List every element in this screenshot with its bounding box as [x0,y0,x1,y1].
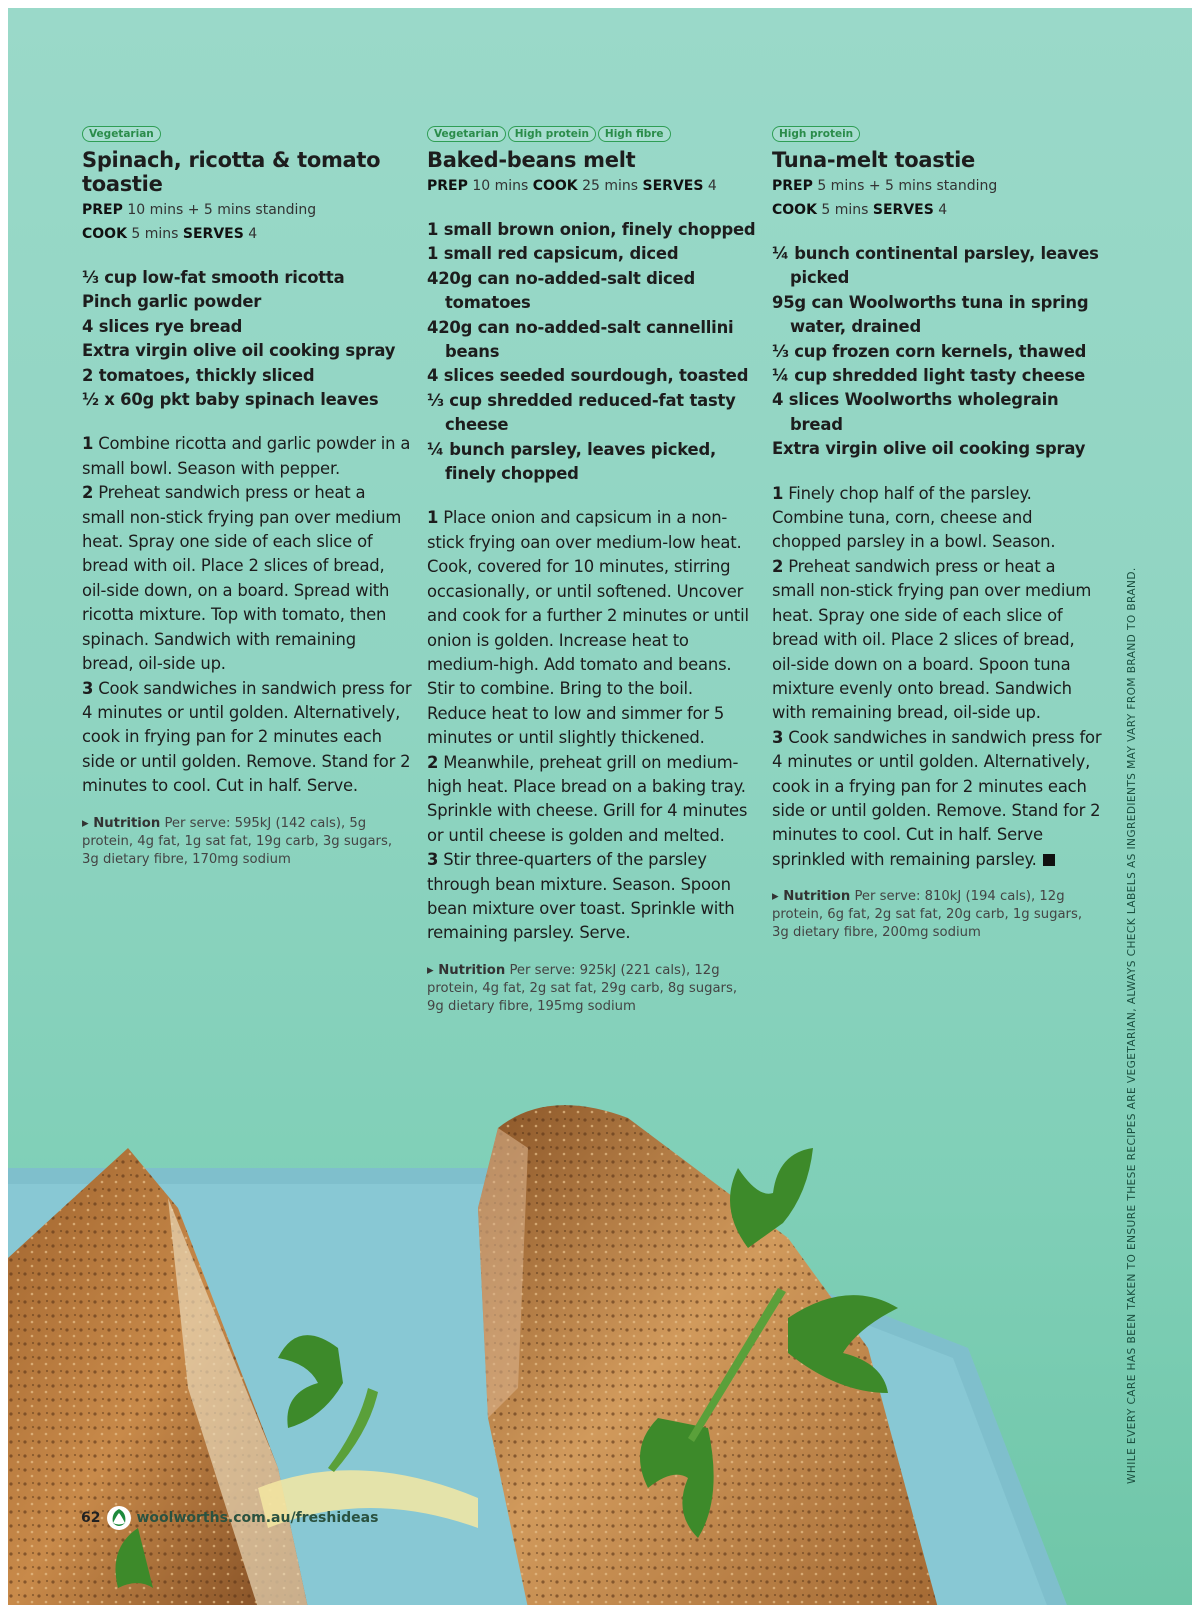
ingredient-item: 4 slices Woolworths wholegrain bread [772,390,1059,434]
step-text: Combine ricotta and garlic powder in a small bowl. Season with pepper. [82,434,411,478]
step-number: 2 [427,752,439,772]
step-text: Cook sandwiches in sandwich press for 4 minutes or until golden. Alternatively, cook in frying pan for 2 minutes each side or until golden. Remove. Stand for 2 minutes to cool. Cut in half. Serve. [82,678,412,796]
meta-line [82,222,412,246]
meta-key: SERVES [182,226,244,242]
method-step [772,726,1102,872]
recipe-meta [772,174,1102,222]
meta-key: COOK [772,202,817,218]
diet-tag: High fibre [598,126,671,142]
ingredient-item: ⅓ cup shredded reduced-fat tasty cheese [427,390,736,435]
step-text: Preheat sandwich press or heat a small non-stick frying pan over medium heat. Spray one side of each slice of bread with oil. Place 2 slices of bread, oil-side down, on a board. Spread with ricotta mixture. Top with tomato, then spinach. Sandwich with remaining bread, oil-side up. [82,483,402,674]
recipe-tuna-melt [772,122,1102,942]
step-number: 3 [427,850,439,870]
ingredient-list [772,242,1102,462]
step-text: Cook sandwiches in sandwich press for 4 minutes or until golden. Alternatively, cook in a frying pan for 2 minutes each side or until golden. Remove. Stand for 2 minutes to cool. Cut in half. Serve sprinkled with remaining parsley. [772,727,1102,869]
recipe-meta [82,198,412,246]
diet-tag: High protein [508,126,596,142]
nutrition-info: ▸ Nutrition Per serve: 925kJ (221 cals), 12g protein, 4g fat, 2g sat fat, 29g carb, 8g sugars, 9g dietary fibre, 195mg sodium [427,962,738,1014]
meta-key: PREP [82,202,123,218]
method-step [82,432,412,481]
step-number: 3 [82,678,94,698]
page-number: 62 [81,1510,101,1526]
method-step [772,482,1102,555]
nutrition-label: ▸ Nutrition [82,815,161,831]
step-number: 2 [82,483,94,503]
ingredient-item: 4 slices seeded sourdough, toasted [427,366,749,386]
recipe-tags [427,122,757,144]
ingredient-item: ¼ bunch continental parsley, leaves picked [772,244,1099,288]
meta-value: 5 mins + 5 mins standing [812,178,998,194]
magazine-page [8,8,1192,1605]
step-text: Place onion and capsicum in a non-stick frying oan over medium-low heat. Cook, covered for 10 minutes, stirring occasionally, or until softened. Uncover and cook for a further 2 minutes or until onion is golden. Increase heat to medium-high. Add tomato and beans. Stir to combine. Bring to the boil. Reduce heat to low and simmer for 5 minutes or until slightly thickened. [427,508,749,748]
recipe-title: Spinach, ricotta & tomato toastie [82,148,381,196]
step-number: 1 [427,508,439,528]
method-step [82,481,412,676]
woolworths-leaf-logo-icon [106,1505,132,1531]
ingredient-list [82,266,412,412]
ingredient-item: Pinch garlic powder [82,292,262,312]
method-steps [427,506,757,945]
nutrition-label: ▸ Nutrition [772,889,851,905]
step-text: Stir three-quarters of the parsley through bean mixture. Season. Spoon bean mixture over toast. Sprinkle with remaining parsley. Serve. [427,850,735,943]
ingredient-item: ¼ cup shredded light tasty cheese [772,366,1086,386]
step-text: Preheat sandwich press or heat a small non-stick frying pan over medium heat. Spray one side of each slice of bread with oil. Place 2 slices of bread, oil-side down on a board. Spoon tuna mixture evenly onto bread. Sandwich with remaining bread, oil-side up. [772,556,1092,723]
meta-value: 10 mins [467,178,533,194]
disclaimer-text: WHILE EVERY CARE HAS BEEN TAKEN TO ENSURE THESE RECIPES ARE VEGETARIAN, ALWAYS CHECK LABELS AS INGREDIENTS MAY VARY FROM BRAND TO BRAND. [1126,567,1138,1484]
ingredient-item: 95g can Woolworths tuna in spring water, drained [772,292,1089,337]
diet-tag: Vegetarian [82,126,161,142]
nutrition-info: ▸ Nutrition Per serve: 595kJ (142 cals), 5g protein, 4g fat, 1g sat fat, 19g carb, 3g sugars, 3g dietary fibre, 170mg sodium [82,815,393,867]
step-number: 3 [772,727,784,747]
meta-value: 10 mins + 5 mins standing [122,202,317,218]
recipe-title: Tuna-melt toastie [772,148,975,172]
diet-tag: High protein [772,126,860,142]
step-number: 1 [82,434,94,454]
ingredient-item: Extra virgin olive oil cooking spray [82,341,396,361]
method-step [772,555,1102,726]
ingredient-item: ⅓ cup low-fat smooth ricotta [82,268,345,287]
meta-value: 4 [243,226,258,242]
step-text: Finely chop half of the parsley. Combine tuna, corn, cheese and chopped parsley in a bowl. Season. [772,483,1056,552]
meta-key: PREP [427,178,468,194]
recipe-baked-beans-melt [427,122,757,1016]
meta-value: 5 mins [126,226,183,242]
meta-value: 4 [933,202,948,218]
meta-line [772,174,1102,198]
meta-line [82,198,412,222]
method-step [82,677,412,799]
ingredient-item: 420g can no-added-salt diced tomatoes [427,268,696,313]
ingredient-item: 2 tomatoes, thickly sliced [82,365,315,385]
method-step [427,848,757,946]
ingredient-item: 1 small red capsicum, diced [427,244,679,264]
footer-url[interactable]: woolworths.com.au/freshideas [136,1510,379,1526]
nutrition-info: ▸ Nutrition Per serve: 810kJ (194 cals), 12g protein, 6g fat, 2g sat fat, 20g carb, 1g sugars, 3g dietary fibre, 200mg sodium [772,889,1083,941]
ingredient-item: ½ x 60g pkt baby spinach leaves [82,390,379,410]
recipe-tags [772,122,1102,144]
method-step [427,506,757,750]
recipe-spinach-ricotta [82,122,412,869]
ingredient-item: 420g can no-added-salt cannellini beans [427,317,734,362]
recipe-meta [427,174,757,198]
meta-key: PREP [772,178,813,194]
ingredient-item: 4 slices rye bread [82,316,243,336]
meta-key: SERVES [642,178,704,194]
meta-value: 5 mins [816,202,873,218]
meta-line [772,198,1102,222]
ingredient-list [427,218,757,486]
diet-tag: Vegetarian [427,126,506,142]
step-text: Meanwhile, preheat grill on medium-high heat. Place bread on a baking tray. Sprinkle with cheese. Grill for 4 minutes or until cheese is golden and melted. [427,752,748,845]
ingredient-item: Extra virgin olive oil cooking spray [772,439,1086,459]
meta-value: 25 mins [577,178,643,194]
end-mark-icon [1043,854,1055,866]
ingredient-item: 1 small brown onion, finely chopped [427,220,756,239]
meta-line [427,174,757,198]
method-steps [772,482,1102,873]
page-footer [81,1505,378,1531]
meta-key: COOK [82,226,127,242]
ingredient-item: ⅓ cup frozen corn kernels, thawed [772,341,1087,361]
meta-key: COOK [532,178,578,194]
step-number: 2 [772,556,784,576]
step-number: 1 [772,483,784,503]
recipe-title: Baked-beans melt [427,148,636,172]
nutrition-label: ▸ Nutrition [427,962,506,978]
method-steps [82,432,412,798]
meta-value: 4 [703,178,717,194]
ingredient-item: ¼ bunch parsley, leaves picked, finely chopped [427,439,717,484]
meta-key: SERVES [872,202,934,218]
method-step [427,751,757,849]
recipe-tags [82,122,412,144]
